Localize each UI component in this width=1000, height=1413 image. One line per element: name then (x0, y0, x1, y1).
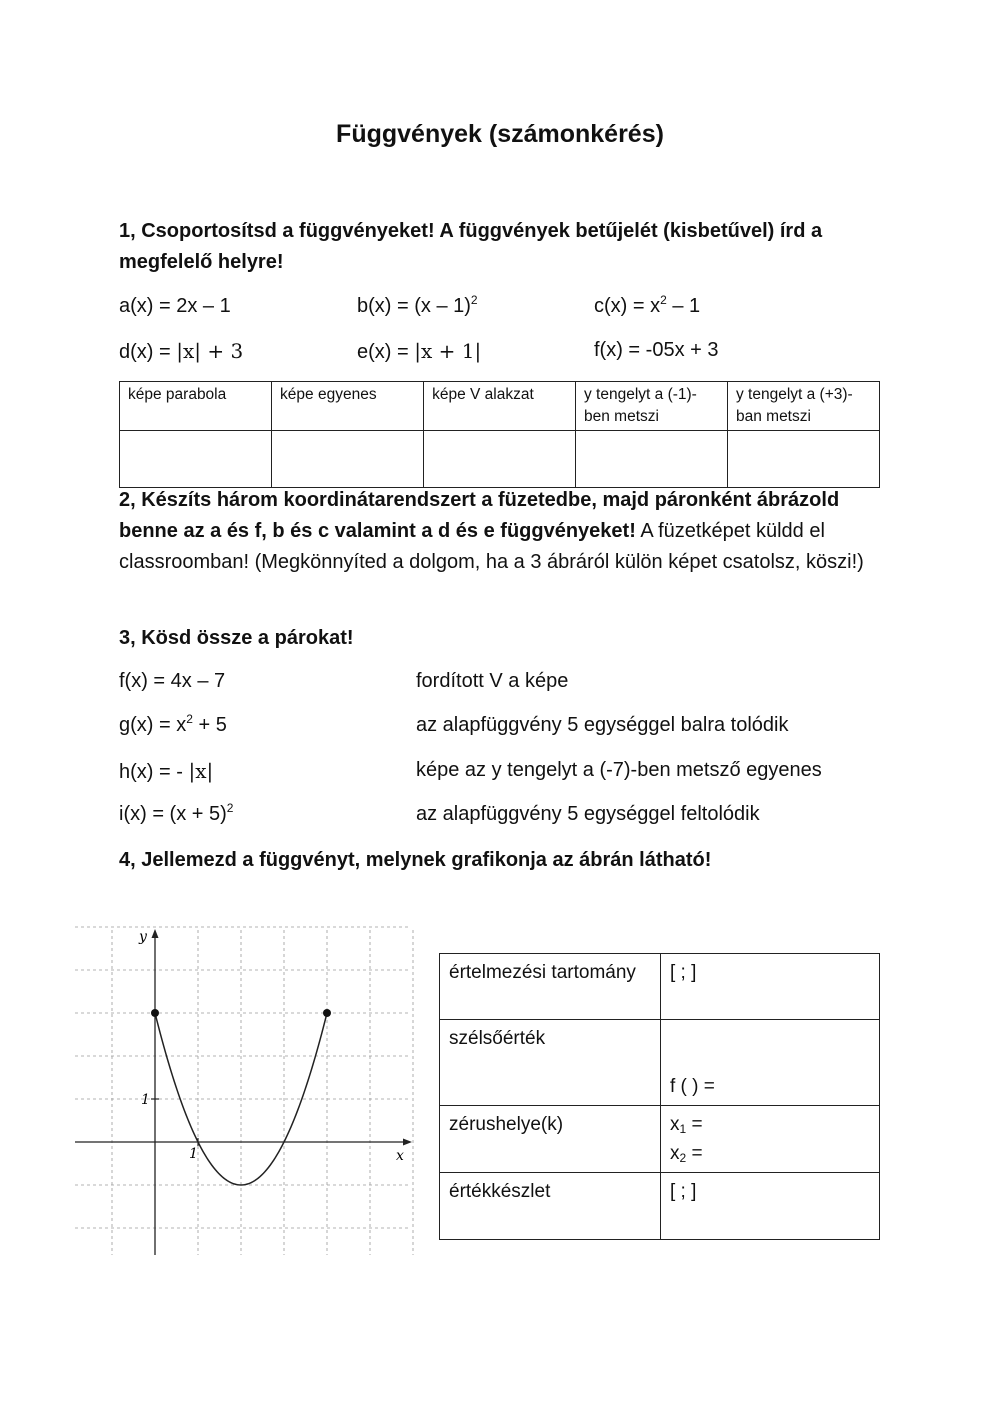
answer-cell[interactable] (576, 431, 728, 488)
answer-cell[interactable] (727, 431, 879, 488)
domain-answer[interactable]: [ ; ] (661, 954, 880, 1020)
pair-right-4: az alapfüggvény 5 egységgel feltolódik (416, 803, 760, 825)
pair-right-1: fordított V a képe (416, 670, 569, 692)
table-header: y tengelyt a (+3)-ban metszi (727, 382, 879, 431)
question-3-heading: 3, Kösd össze a párokat! (119, 627, 354, 649)
range-answer[interactable]: [ ; ] (661, 1173, 880, 1240)
graph-grid (70, 927, 413, 1255)
row-label-range: értékkészlet (440, 1173, 661, 1240)
answer-cell[interactable] (424, 431, 576, 488)
pair-left-h: h(x) = - |x| (119, 759, 214, 783)
answer-cell[interactable] (272, 431, 424, 488)
question-4-heading: 4, Jellemezd a függvényt, melynek grafikonja az ábrán látható! (119, 849, 712, 871)
x-axis-label: x (396, 1148, 404, 1164)
row-label-zeros: zérushelye(k) (440, 1106, 661, 1173)
x-axis-arrow (403, 1139, 412, 1146)
question-2: 2, Készíts három koordinátarendszert a füzetedbe, majd páronként ábrázold benne az a és f, b és c valamint a d és e függvényeket! A füzetképet küldd el classroomban! (Megkönnyíted a dolgom, ha a 3 ábráról külön képet csatolsz, köszi!) (119, 489, 864, 573)
pair-right-2: az alapfüggvény 5 egységgel balra tolódik (416, 714, 789, 736)
x-tick-label: 1 (189, 1146, 198, 1162)
answer-cell[interactable] (120, 431, 272, 488)
pair-right-3: képe az y tengelyt a (-7)-ben metsző egyenes (416, 759, 822, 781)
page-title: Függvények (számonkérés) (336, 120, 664, 148)
zero-x2: $x_2$ = (670, 1143, 703, 1165)
row-label-extremum: szélsőérték (440, 1020, 661, 1106)
table-header: képe V alakzat (424, 382, 576, 431)
function-e: e(x) = |x + 1| (357, 339, 482, 363)
table-header: képe egyenes (272, 382, 424, 431)
question-1-heading: 1, Csoportosítsd a függvényeket! A függvények betűjelét (kisbetűvel) írd a megfelelő helyre! (119, 220, 823, 273)
function-b: b(x) = (x – 1)$^2$ (357, 293, 478, 317)
parabola-graph (70, 925, 420, 1260)
function-a: a(x) = 2x – 1 (119, 295, 231, 317)
extremum-answer[interactable]: f ( ) = (661, 1020, 880, 1106)
function-d: d(x) = |x| + 3 (119, 339, 244, 363)
function-c: $c(x) = x^2 - 1$ (594, 293, 701, 317)
y-axis-label: y (139, 929, 147, 945)
endpoint-dot (323, 1009, 331, 1017)
y-axis-arrow (152, 929, 159, 938)
pair-left-g: $g(x) = x^2 + 5$ (119, 712, 227, 736)
y-tick-label: 1 (141, 1092, 150, 1108)
endpoint-dot (151, 1009, 159, 1017)
characterization-table (439, 953, 880, 1240)
zero-x1: $x_1$ = (670, 1114, 703, 1136)
grouping-table (119, 381, 880, 488)
function-f: f(x) = -05x + 3 (594, 339, 719, 361)
table-header: y tengelyt a (-1)-ben metszi (576, 382, 728, 431)
zeros-answer[interactable] (661, 1106, 880, 1173)
table-header: képe parabola (120, 382, 272, 431)
row-label-domain: értelmezési tartomány (440, 954, 661, 1020)
pair-left-i: $i(x) = (x + 5)^2$ (119, 801, 234, 825)
pair-left-f: f(x) = 4x – 7 (119, 670, 226, 692)
